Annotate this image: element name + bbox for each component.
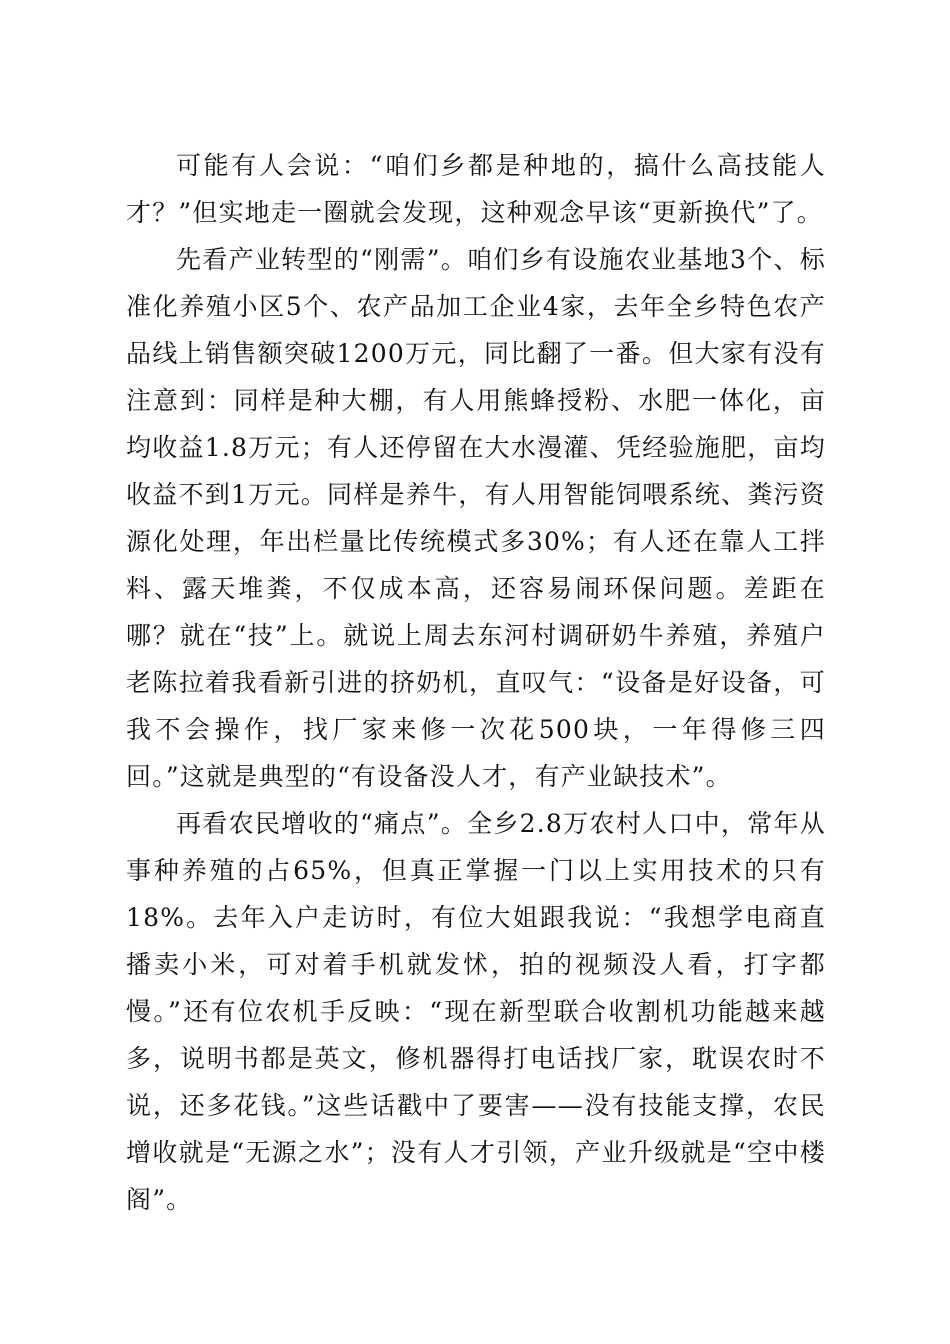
paragraph-2: 先看产业转型的“刚需”。咱们乡有设施农业基地3个、标准化养殖小区5个、农产品加工企业4家，去年全乡特色农产品线上销售额突破1200万元，同比翻了一番。但大家有没有注意到：同样是种大棚，有人用熊蜂授粉、水肥一体化，亩均收益1.8万元；有人还停留在大水漫灌、凭经验施肥，亩均收益不到1万元。同样是养牛，有人用智能饲喂系统、粪污资源化处理，年出栏量比传统模式多30%；有人还在靠人工拌料、露天堆粪，不仅成本高，还容易闹环保问题。差距在哪？就在“技”上。就说上周去东河村调研奶牛养殖，养殖户老陈拉着我看新引进的挤奶机，直叹气：“设备是好设备，可我不会操作，找厂家来修一次花500块，一年得修三四回。”这就是典型的“有设备没人才，有产业缺技术”。 [126, 245, 826, 791]
document-body [126, 142, 826, 1223]
paragraph-3: 再看农民增收的“痛点”。全乡2.8万农村人口中，常年从事种养殖的占65%，但真正掌握一门以上实用技术的只有18%。去年入户走访时，有位大姐跟我说：“我想学电商直播卖小米，可对着手机就发怵，拍的视频没人看，打字都慢。”还有位农机手反映：“现在新型联合收割机功能越来越多，说明书都是英文，修机器得打电话找厂家，耽误农时不说，还多花钱。”这些话戳中了要害——没有技能支撑，农民增收就是“无源之水”；没有人才引领，产业升级就是“空中楼阁”。 [126, 809, 826, 1214]
paragraph-1: 可能有人会说：“咱们乡都是种地的，搞什么高技能人才？”但实地走一圈就会发现，这种观念早该“更新换代”了。 [126, 151, 826, 227]
